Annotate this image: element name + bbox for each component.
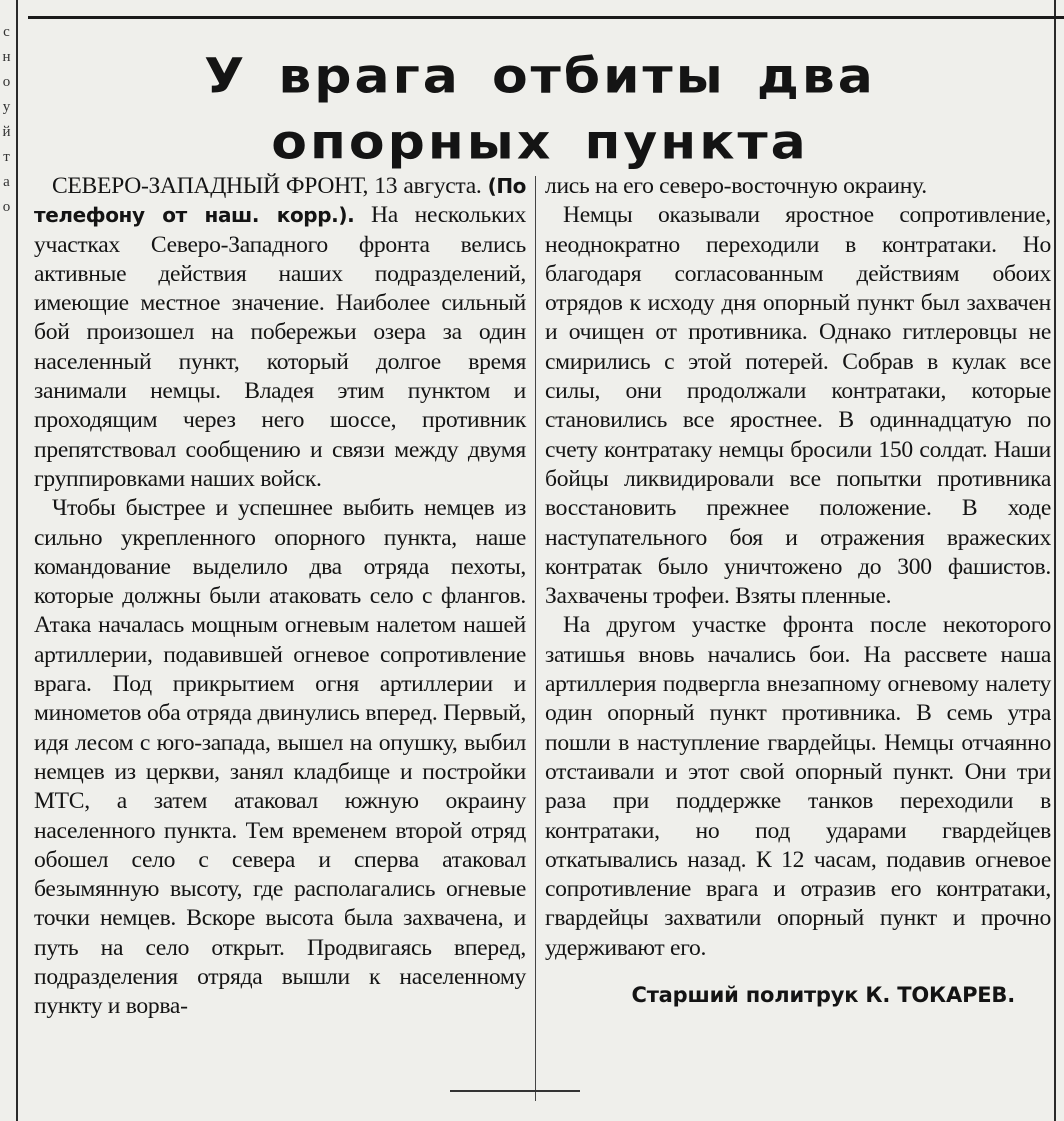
paragraph: лись на его северо-восточную окраину. [545,173,927,199]
fragment-letter: й [2,124,11,140]
neighbor-column-fragment [0,20,13,220]
fragment-letter: т [3,149,10,165]
headline-line-2: опорных пункта [271,115,809,171]
paragraph: Немцы оказывали яростное сопротивление, неоднократно переходили в контратаки. Но благодаря согласованным действиям обоих отрядов к исходу дня опорный пункт был захвачен и очищен от противника. Однако гитлеровцы не смирились с этой потерей. Собрав в кулак все силы, они продолжали контратаки, которые становились все яростнее. В одиннадцатую по счету контратаку немцы бросили 150 солдат. Наши бойцы ликвидировали все попытки противника восстановить прежнее положение. В ходе наступательного боя и отражения вражеских контратак было уничтожено до 300 фашистов. Захвачены трофеи. Взяты пленные. [545,202,1051,610]
article-column-2 [545,172,1051,1010]
headline-line-1: У врага отбиты два [204,49,876,105]
right-column-rule [1054,0,1056,1121]
paragraph: Чтобы быстрее и успешнее выбить немцев из сильно укрепленного опорного пункта, наше командование выделило два отряда пехоты, которые должны были атаковать село с флангов. Атака началась мощным огневым налетом нашей артиллерии, подавившей огневое сопротивление врага. Под прикрытием огня артиллерии и минометов оба отряда двинулись вперед. Первый, идя лесом с юго-запада, вышел на опушку, выбил немцев из церкви, занял кладбище и постройки МТС, а затем атаковал южную окраину населенного пункта. Тем временем второй отряд обошел село с севера и сперва атаковал безымянную высоту, где располагались огневые точки немцев. Вскоре высота была захвачена, и путь на село открыт. Продвигаясь вперед, подразделения отряда вышли к населенному пункту и ворва- [34,495,526,1020]
left-column-rule [16,0,18,1121]
paragraph [34,172,526,494]
fragment-letter: у [2,99,11,115]
author-signature: Старший политрук К. ТОКАРЕВ. [631,983,1015,1008]
fragment-letter: а [3,174,10,190]
fragment-letter: н [2,49,11,65]
article-headline [40,44,1040,176]
end-rule [450,1090,580,1092]
paragraph-text: На нескольких участках Северо-Западного фронта велись активные действия наших подразделений, имеющие местное значение. Наиболее сильный бой произошел на побережьи озера за один населенный пункт, который долгое время занимали немцы. Владея этим пунктом и проходящим через него шоссе, противник препятствовал сообщению и связи между двумя группировками наших войск. [34,202,526,492]
dateline: СЕВЕРО-ЗАПАДНЫЙ ФРОНТ, 13 августа. [52,173,482,199]
fragment-letter: о [2,74,11,90]
column-divider [535,176,536,1101]
fragment-letter: о [2,199,11,215]
fragment-letter: с [3,24,10,40]
article-column-1 [34,172,526,1022]
paragraph: На другом участке фронта после некоторого затишья вновь начались бои. На рассвете наша артиллерия подвергла внезапному огневому налету один опорный пункт противника. В семь утра пошли в наступление гвардейцы. Немцы отчаянно отстаивали и этот свой опорный пункт. Они три раза при поддержке танков переходили в контратаки, но под ударами гвардейцев откатывались назад. К 12 часам, подавив огневое сопротивление врага и отразив его контратаки, гвардейцы захватили опорный пункт и прочно удерживают его. [545,612,1051,961]
top-rule [28,16,1064,19]
source-note: (По телефону от наш. корр.). [34,174,526,228]
